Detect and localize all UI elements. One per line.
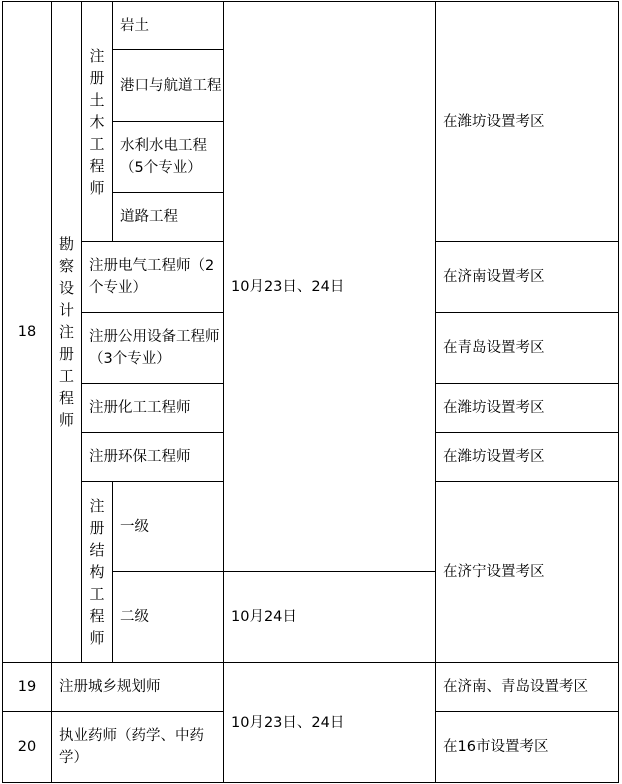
row-18-number-cell [2,1,52,663]
date-main: 10月23日、24日 [231,278,345,295]
exam-name-cell [81,383,224,433]
date-cell [223,571,436,663]
row-20-number-cell [2,711,52,783]
date-cell [223,662,436,783]
vertical-label-text: 勘 察 设 计 注 册 工 程 师 [58,235,74,429]
exam-urban-planner: 注册城乡规划师 [59,679,161,695]
vertical-label-text: 注 册 结 构 工 程 师 [89,497,105,647]
location-cell [435,1,619,242]
location-16-cities: 在16市设置考区 [443,739,549,755]
location-cell [435,241,619,313]
location-cell [435,312,619,384]
row-19-number-cell [2,662,52,712]
location-cell [435,662,619,712]
specialty-road: 道路工程 [120,209,178,225]
civil-specialty-cell [112,192,224,242]
row-19-number: 19 [17,679,37,695]
exam-name-cell [51,711,224,783]
exam-pharmacist: 执业药师（药学、中药学） [59,728,204,766]
exam-chemical: 注册化工工程师 [89,400,191,416]
date-level2: 10月24日 [231,609,297,625]
location-jining: 在济宁设置考区 [443,564,545,580]
exam-name-cell [81,241,224,313]
location-cell [435,711,619,783]
civil-specialty-cell [112,121,224,193]
exam-name-cell [81,432,224,482]
exam-electrical: 注册电气工程师（2个专业） [89,258,215,296]
civil-specialty-cell [112,1,224,50]
structural-level-2: 二级 [120,609,149,625]
category-cell [51,1,82,663]
structural-level-1: 一级 [120,518,149,535]
exam-name-cell [81,312,224,384]
exam-environmental: 注册环保工程师 [89,449,191,465]
location-weifang-civil: 在潍坊设置考区 [443,113,545,130]
date-cell [223,1,436,572]
row-20-number: 20 [17,739,37,755]
structural-level-cell [112,571,224,663]
specialty-port-waterway: 港口与航道工程 [120,77,222,94]
location-weifang-chemical: 在潍坊设置考区 [443,400,545,416]
location-cell [435,481,619,663]
location-jinan: 在济南设置考区 [443,269,545,285]
location-cell [435,432,619,482]
vertical-label-text: 注 册 土 木 工 程 师 [89,46,105,197]
structural-engineer-label-cell [81,481,113,663]
exam-name-cell [51,662,224,712]
location-cell [435,383,619,433]
exam-utility: 注册公用设备工程师（3个专业） [89,329,220,367]
specialty-hydropower: 水利水电工程（5个专业） [120,138,207,176]
location-weifang-environmental: 在潍坊设置考区 [443,449,545,465]
location-qingdao: 在青岛设置考区 [443,340,545,356]
specialty-geotechnical: 岩土 [120,17,149,34]
location-jinan-qingdao: 在济南、青岛设置考区 [443,679,588,695]
structural-level-cell [112,481,224,572]
row-18-number: 18 [17,324,37,340]
civil-engineer-label-cell [81,1,113,242]
civil-specialty-cell [112,49,224,122]
date-19-20: 10月23日、24日 [231,714,345,731]
